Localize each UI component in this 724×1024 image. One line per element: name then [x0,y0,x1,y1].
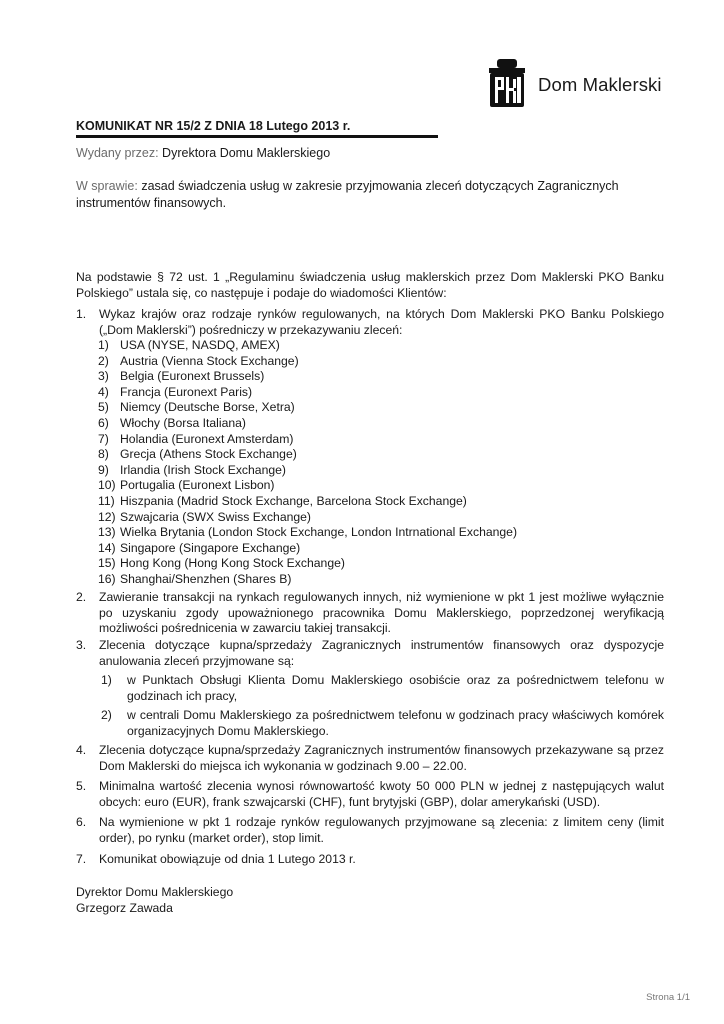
item-text: Zawieranie transakcji na rynkach regulowanych innych, niż wymienione w pkt 1 jest możliwe wyłącznie po uzyskaniu zgody upoważnionego pracownika Domu Maklerskiego, poprzedzonej weryfikacją możliwości pośrednicenia w zawarciu takiej transakcji. [99,590,664,636]
sub-item-text: w Punktach Obsługi Klienta Domu Maklerskiego osobiście oraz za pośrednictwem telefonu w godzinach ich pracy, [127,673,664,703]
item-number: 6. [76,815,87,829]
country-item: 11) Hiszpania (Madrid Stock Exchange, Barcelona Stock Exchange) [98,493,467,508]
country-item: 12) Szwajcaria (SWX Swiss Exchange) [98,509,311,524]
country-item: 6) Włochy (Borsa Italiana) [98,415,246,430]
country-item: 5) Niemcy (Deutsche Borse, Xetra) [98,400,295,415]
page-number: Strona 1/1 [646,992,690,1003]
signatory-role: Dyrektor Domu Maklerskiego [76,885,234,899]
country-item: 2) Austria (Vienna Stock Exchange) [98,353,299,368]
item-number: 7. [76,852,87,866]
sub-item-text: w centrali Domu Maklerskiego za pośrednictwem telefonu w godzinach pracy właściwych komórek organizacyjnych Domu Maklerskiego. [127,708,664,738]
item-number: 3. [76,638,87,652]
country-item: 3) Belgia (Euronext Brussels) [98,369,265,384]
country-item: 7) Holandia (Euronext Amsterdam) [98,431,294,446]
country-item: 14) Singapore (Singapore Exchange) [98,540,301,555]
signature-block [76,885,233,916]
country-item: 9) Irlandia (Irish Stock Exchange) [98,462,286,477]
subject-value: zasad świadczenia usług w zakresie przyjmowania zleceń dotyczących Zagranicznych instrumentów finansowych. [76,179,619,210]
sub-item-number: 2) [101,708,112,722]
item-number: 5. [76,779,87,793]
item-text: Komunikat obowiązuje od dnia 1 Lutego 2013 r. [99,852,356,866]
logo-text: Dom Maklerski [538,74,662,95]
country-item: 13) Wielka Brytania (London Stock Exchange, London Intrnational Exchange) [98,525,518,540]
item-number: 2. [76,590,87,604]
intro-paragraph: Na podstawie § 72 ust. 1 „Regulaminu świadczenia usług maklerskich przez Dom Maklerski PKO Banku Polskiego” ustala się, co następuje i podaje do wiadomości Klientów: [76,270,664,300]
country-item: 15) Hong Kong (Hong Kong Stock Exchange) [98,556,345,571]
brand-logo [487,57,662,109]
pko-logo-icon [487,57,527,109]
sub-item-number: 1) [101,673,112,687]
title-divider [76,135,438,138]
item-number: 4. [76,743,87,757]
issued-by-value: Dyrektora Domu Maklerskiego [162,146,331,160]
country-item: 4) Francja (Euronext Paris) [98,384,253,399]
signatory-name: Grzegorz Zawada [76,900,173,915]
item-text: Zlecenia dotyczące kupna/sprzedaży Zagranicznych instrumentów finansowych oraz dyspozycje anulowania zleceń przyjmowane są: [99,638,664,668]
country-item: 16) Shanghai/Shenzhen (Shares B) [98,571,292,586]
item-text: Minimalna wartość zlecenia wynosi równowartość kwoty 50 000 PLN w jednej z następujących walut obcych: euro (EUR), frank szwajcarski (CHF), funt brytyjski (GBP), dolar amerykański (USD). [99,779,664,809]
subject [76,178,666,212]
item-number: 1. [76,307,87,321]
country-list [98,338,517,588]
country-item: 10) Portugalia (Euronext Lisbon) [98,478,275,493]
country-item: 1) USA (NYSE, NASDQ, AMEX) [98,338,280,352]
issued-by-label: Wydany przez: [76,146,159,160]
subject-label: W sprawie: [76,179,138,193]
country-item: 8) Grecja (Athens Stock Exchange) [98,447,297,462]
issued-by [76,145,330,162]
document-title: KOMUNIKAT NR 15/2 Z DNIA 18 Lutego 2013 r. [76,119,351,133]
item-text: Na wymienione w pkt 1 rodzaje rynków regulowanych przyjmowane są zlecenia: z limitem ceny (limit order), po rynku (market order), stop limit. [99,815,664,845]
item-text: Wykaz krajów oraz rodzaje rynków regulowanych, na których Dom Maklerski PKO Banku Polskiego („Dom Maklerski”) pośredniczy w przekazywaniu zleceń: [99,307,664,337]
item-text: Zlecenia dotyczące kupna/sprzedaży Zagranicznych instrumentów finansowych przekazywane są przez Dom Maklerski do miejsca ich wykonania w godzinach 9.00 – 22.00. [99,743,664,773]
